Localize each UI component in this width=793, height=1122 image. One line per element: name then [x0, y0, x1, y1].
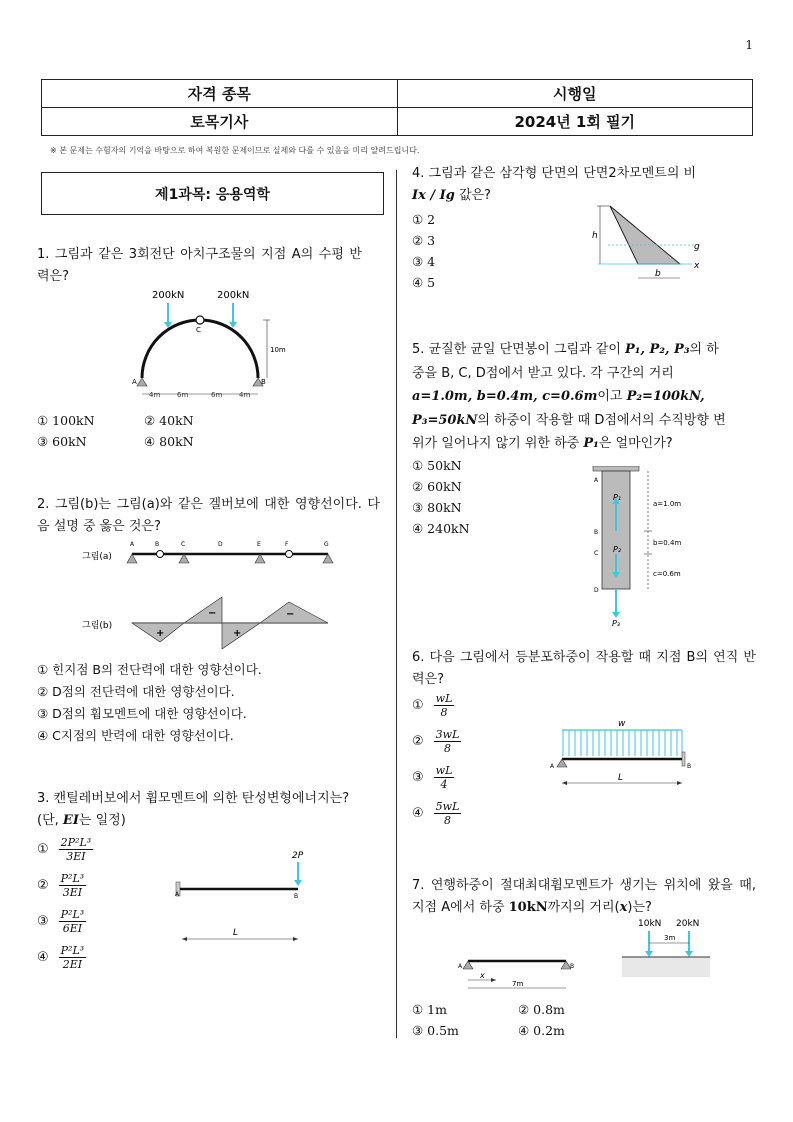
q7-option-2[interactable]: ② 0.8m: [518, 1002, 565, 1017]
svg-text:a=1.0m: a=1.0m: [653, 500, 682, 508]
svg-text:B: B: [294, 893, 299, 900]
svg-text:A: A: [594, 477, 599, 484]
svg-text:A: A: [132, 378, 137, 386]
q7-option-3[interactable]: ③ 0.5m: [412, 1023, 459, 1038]
q2-hinge-b: [157, 551, 164, 558]
q3-option-2[interactable]: ② $\frac{\text{P²L³}}{3EI}$: [37, 872, 85, 899]
q7-text: 7. 연행하중이 절대최대휨모멘트가 생기는 위치에 왔을 때, 지점 A에서 하중 10kN까지의 거리(x)는?: [412, 878, 756, 915]
q7-option-1[interactable]: ① 1m: [412, 1002, 447, 1017]
svg-text:2P: 2P: [292, 851, 304, 861]
svg-text:P₃: P₃: [612, 619, 621, 628]
svg-text:x: x: [694, 261, 700, 271]
svg-text:+: +: [233, 628, 242, 639]
svg-text:C: C: [196, 326, 201, 334]
q6-option-1[interactable]: ① $\frac{wL}{8}$: [412, 692, 453, 719]
q7-beam-figure: [456, 952, 584, 998]
header-subject: 토목기사: [42, 108, 398, 136]
q4-text: 4. 그림과 같은 삼각형 단면의 단면2차모멘트의 비 Ix / Ig 값은?: [412, 166, 697, 203]
q2-option-2[interactable]: ② D점의 전단력에 대한 영향선이다.: [37, 684, 235, 699]
q4-option-3[interactable]: ③ 4: [412, 254, 436, 269]
svg-text:+: +: [156, 628, 165, 639]
svg-text:b=0.4m: b=0.4m: [653, 539, 682, 547]
section-title: 제1과목: 응용역학: [41, 172, 384, 215]
svg-text:g: g: [694, 242, 700, 252]
svg-text:w: w: [618, 719, 626, 729]
q1-text: 1. 그림과 같은 3회전단 아치구조물의 지점 A의 수평 반력은?: [37, 247, 362, 284]
q3-text: 3. 캔틸레버보에서 휨모멘트에 의한 탄성변형에너지는? (단, EI는 일정): [37, 791, 350, 828]
svg-text:−: −: [286, 609, 295, 620]
q2-influence-figure: [80, 537, 350, 649]
q1-load1-label: 200kN: [152, 290, 185, 301]
svg-text:20kN: 20kN: [676, 919, 700, 929]
header-label-date: 시행일: [397, 80, 753, 108]
q4-triangle-figure: [588, 198, 706, 286]
q4-option-2[interactable]: ② 3: [412, 233, 436, 248]
svg-text:L: L: [233, 928, 239, 938]
svg-text:10kN: 10kN: [638, 919, 662, 929]
svg-text:b: b: [655, 269, 661, 279]
svg-text:G: G: [324, 541, 329, 548]
svg-text:−: −: [208, 608, 217, 619]
svg-text:6m: 6m: [211, 391, 223, 399]
svg-text:4m: 4m: [149, 391, 161, 399]
q6-option-4[interactable]: ④ $\frac{5wL}{8}$: [412, 800, 460, 827]
svg-text:B: B: [261, 378, 266, 386]
q1-option-2[interactable]: ② 40kN: [144, 413, 194, 428]
q5-ceiling: [593, 466, 639, 471]
svg-text:4m: 4m: [239, 391, 251, 399]
q1-arch-figure: [120, 286, 300, 404]
svg-text:C: C: [594, 550, 599, 557]
svg-text:P₁: P₁: [613, 493, 622, 502]
svg-text:B: B: [155, 541, 160, 548]
q2-option-4[interactable]: ④ C지점의 반력에 대한 영향선이다.: [37, 728, 234, 743]
q1-support-a: [137, 378, 147, 386]
svg-text:A: A: [458, 963, 463, 970]
header-label-subject: 자격 종목: [42, 80, 398, 108]
q5-option-1[interactable]: ① 50kN: [412, 458, 462, 473]
q2-text: 2. 그림(b)는 그림(a)와 같은 겔버보에 대한 영향선이다. 다음 설명 중 옳은 것은?: [37, 497, 380, 534]
q5-text: 5. 균질한 균일 단면봉이 그림과 같이 P₁, P₂, P₃의 하 중을 B, C, D점에서 받고 있다. 각 구간의 거리 a=1.0m, b=0.4m, c=0.6m이고 P₂=100kN, P₃=50kN의 하중이 작용할 때 D점에서의 수직방향 변 위가 일어나지 않기 위한 하중 P₁은 얼마인가?: [412, 342, 726, 451]
svg-text:6m: 6m: [177, 391, 189, 399]
q5-bar-figure: [588, 466, 698, 628]
q1-option-4[interactable]: ④ 80kN: [144, 434, 194, 449]
q3-cantilever-figure: [170, 846, 320, 944]
q6-option-2[interactable]: ② $\frac{3wL}{8}$: [412, 728, 460, 755]
q1-height-label: 10m: [270, 346, 286, 354]
notice-text: ※ 본 문제는 수험자의 기억을 바탕으로 하여 복원한 문제이므로 실제와 다를 수 있음을 미리 알려드립니다.: [50, 146, 420, 155]
q6-load-arrows: [563, 730, 682, 756]
svg-text:3m: 3m: [664, 934, 676, 942]
q3-option-1[interactable]: ① $\frac{\text{2P²L³}}{3EI}$: [37, 836, 92, 863]
q6-text: 6. 다음 그림에서 등분포하중이 작용할 때 지점 B의 연직 반력은?: [412, 650, 756, 687]
svg-text:A: A: [175, 891, 180, 898]
q1-hinge-c: [196, 316, 204, 324]
column-divider: [396, 170, 397, 1038]
q7-road: [622, 957, 710, 977]
q3-option-3[interactable]: ③ $\frac{\text{P²L³}}{6EI}$: [37, 908, 85, 935]
svg-text:F: F: [285, 541, 289, 548]
q7-moving-load-figure: [620, 915, 712, 981]
q5-option-3[interactable]: ③ 80kN: [412, 500, 462, 515]
page-number: 1: [745, 38, 753, 52]
q2-label-b: 그림(b): [82, 621, 113, 631]
q5-option-4[interactable]: ④ 240kN: [412, 521, 470, 536]
svg-text:P₂: P₂: [613, 545, 622, 554]
q4-option-4[interactable]: ④ 5: [412, 275, 436, 290]
svg-text:D: D: [594, 587, 599, 594]
svg-text:A: A: [130, 541, 135, 548]
svg-text:B: B: [594, 529, 599, 536]
q3-option-4[interactable]: ④ $\frac{\text{P²L³}}{2EI}$: [37, 944, 85, 971]
q2-label-a: 그림(a): [82, 552, 112, 562]
svg-text:h: h: [592, 231, 598, 241]
q6-support-b: [682, 752, 685, 766]
q4-option-1[interactable]: ① 2: [412, 212, 436, 227]
q1-load2-label: 200kN: [217, 290, 250, 301]
svg-text:7m: 7m: [512, 980, 524, 988]
q2-hinge-f: [286, 551, 293, 558]
exam-header-table: [41, 79, 753, 136]
svg-text:E: E: [257, 541, 261, 548]
svg-text:L: L: [618, 773, 624, 783]
svg-text:A: A: [550, 763, 555, 770]
q6-udl-figure: [548, 716, 693, 788]
q2-option-1[interactable]: ① 힌지점 B의 전단력에 대한 영향선이다.: [37, 662, 262, 677]
q1-option-1[interactable]: ① 100kN: [37, 413, 95, 428]
header-date: 2024년 1회 필기: [397, 108, 753, 136]
svg-text:B: B: [687, 763, 692, 770]
svg-text:x: x: [480, 971, 485, 980]
q1-option-3[interactable]: ③ 60kN: [37, 434, 87, 449]
q7-option-4[interactable]: ④ 0.2m: [518, 1023, 565, 1038]
q5-option-2[interactable]: ② 60kN: [412, 479, 462, 494]
svg-text:c=0.6m: c=0.6m: [653, 570, 681, 578]
q6-option-3[interactable]: ③ $\frac{wL}{4}$: [412, 764, 453, 791]
svg-text:D: D: [218, 541, 223, 548]
svg-text:B: B: [570, 963, 575, 970]
q4-triangle: [610, 206, 680, 264]
q2-option-3[interactable]: ③ D점의 휨모멘트에 대한 영향선이다.: [37, 706, 247, 721]
svg-text:C: C: [181, 541, 186, 548]
